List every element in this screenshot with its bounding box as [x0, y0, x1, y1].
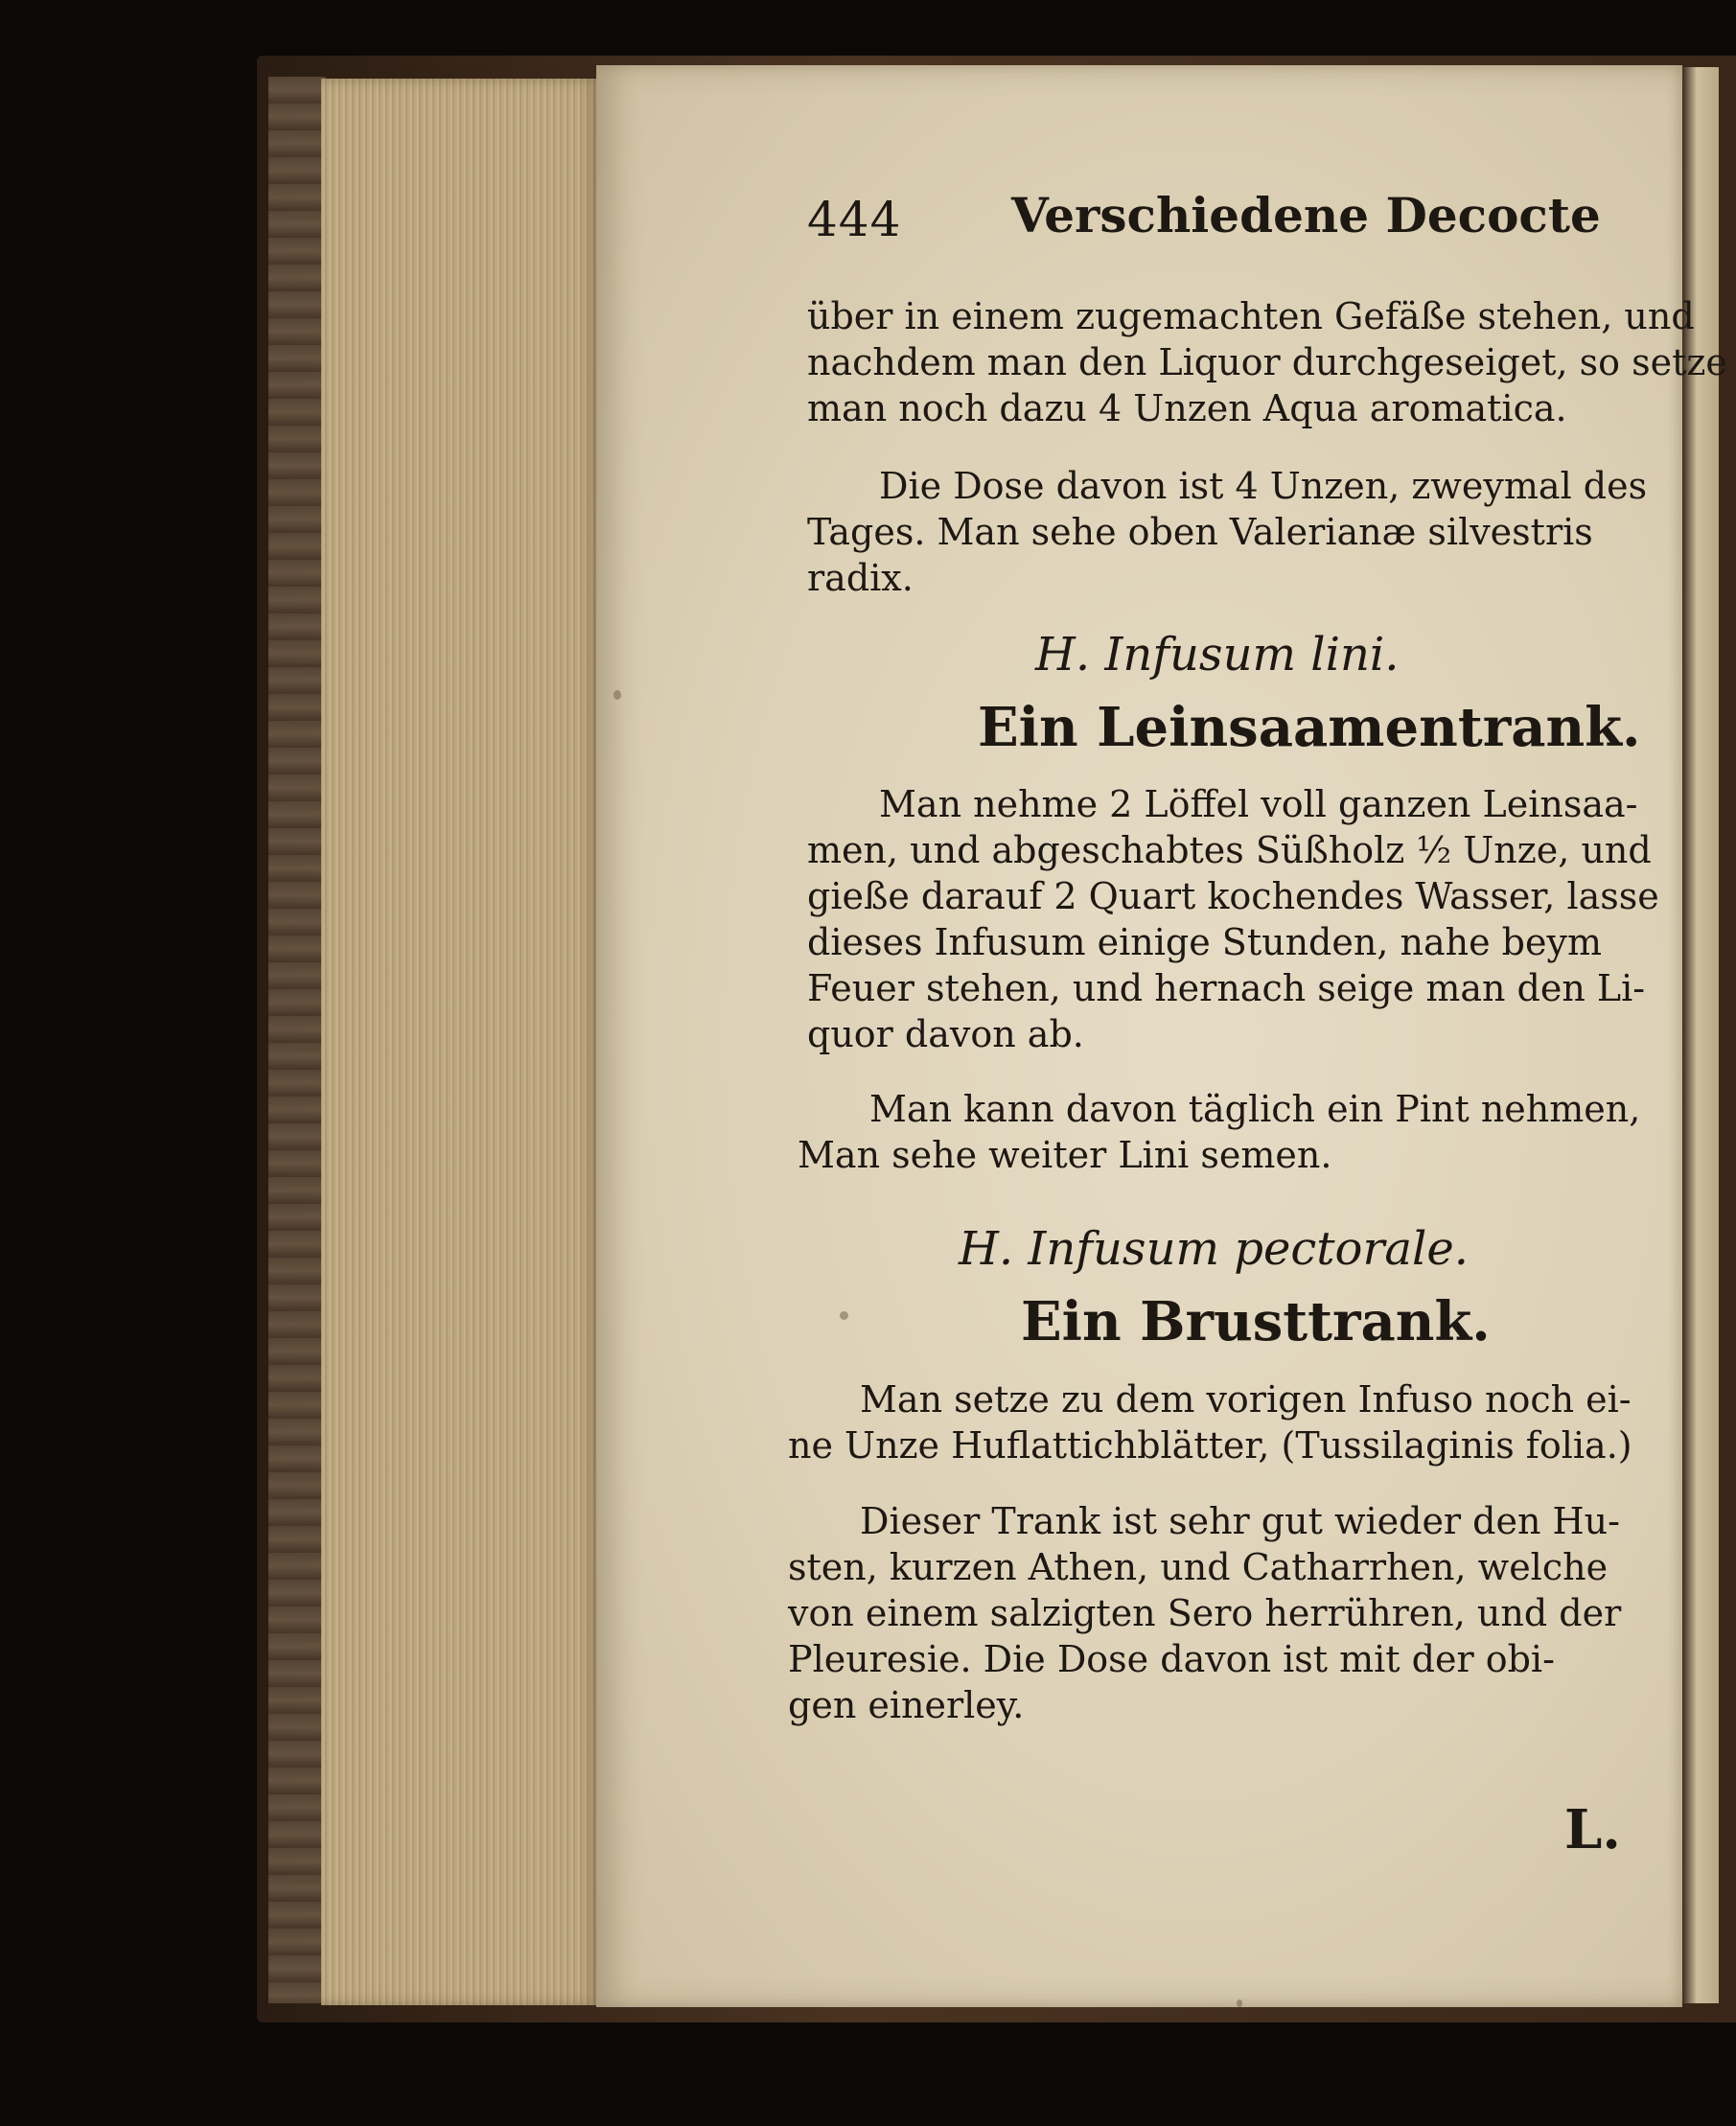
- foxing-spot: [840, 1311, 848, 1320]
- section-heading-latin: H. Infusum pectorale.: [959, 1222, 1470, 1276]
- text-line: nachdem man den Liquor durchgeseiget, so setze: [807, 341, 1727, 383]
- text-line: gen einerley.: [788, 1684, 1025, 1726]
- section-heading-german: Ein Brusttrank.: [1021, 1290, 1491, 1353]
- text-line: man noch dazu 4 Unzen Aqua aromatica.: [807, 387, 1567, 429]
- text-line: Man kann davon täglich ein Pint nehmen,: [869, 1088, 1641, 1130]
- text-line: Man setze zu dem vorigen Infuso noch ei-: [860, 1378, 1632, 1421]
- text-line: sten, kurzen Athen, und Catharrhen, welche: [788, 1546, 1609, 1588]
- text-line: quor davon ab.: [807, 1013, 1084, 1055]
- text-line: Pleuresie. Die Dose davon ist mit der obi-: [788, 1638, 1555, 1680]
- text-line: von einem salzigten Sero herrühren, und der: [788, 1592, 1622, 1634]
- text-line: gieße darauf 2 Quart kochendes Wasser, lasse: [807, 875, 1659, 917]
- text-line: men, und abgeschabtes Süßholz ½ Unze, und: [807, 829, 1652, 871]
- leather-spine-edge: [268, 77, 326, 2003]
- running-header-title: Verschiedene Decocte: [1011, 187, 1601, 243]
- text-line: Tages. Man sehe oben Valerianæ silvestris: [807, 511, 1593, 553]
- text-line: Man nehme 2 Löffel voll ganzen Leinsaa-: [879, 783, 1638, 825]
- foxing-spot: [1237, 1999, 1242, 2007]
- text-line: Man sehe weiter Lini semen.: [798, 1134, 1332, 1176]
- page-number: 444: [807, 192, 902, 247]
- text-line: Dieser Trank ist sehr gut wieder den Hu-: [860, 1500, 1620, 1542]
- text-line: radix.: [807, 557, 914, 599]
- text-line: über in einem zugemachten Gefäße stehen, und: [807, 295, 1695, 337]
- foxing-spot: [613, 690, 621, 700]
- catchword: L.: [1564, 1798, 1621, 1861]
- text-line: dieses Infusum einige Stunden, nahe beym: [807, 921, 1602, 963]
- page-stack-edge: [321, 79, 599, 2005]
- text-line: Die Dose davon ist 4 Unzen, zweymal des: [879, 465, 1648, 507]
- text-line: ne Unze Huflattichblätter, (Tussilaginis folia.): [788, 1424, 1632, 1467]
- text-line: Feuer stehen, und hernach seige man den Li-: [807, 967, 1646, 1009]
- section-heading-latin: H. Infusum lini.: [1035, 628, 1400, 682]
- section-heading-german: Ein Leinsaamentrank.: [978, 696, 1641, 759]
